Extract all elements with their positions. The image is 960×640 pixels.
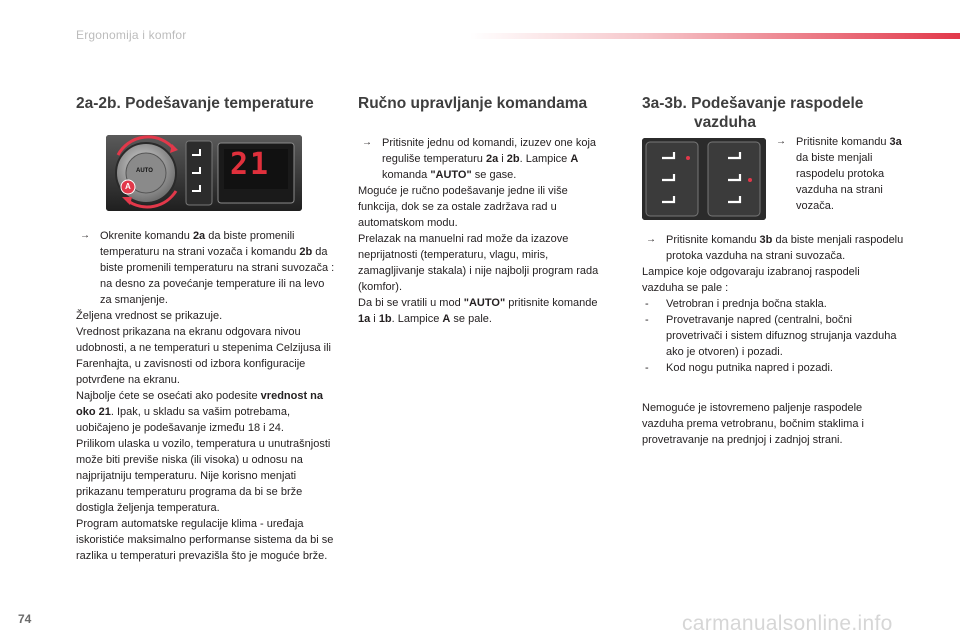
temperature-display: 21 [230, 147, 271, 182]
section-title-temperature: 2a-2b. Podešavanje temperature [76, 95, 314, 112]
instruction-bullet: → Pritisnite jednu od komandi, izuzev one koja reguliše temperaturu 2a i 2b. Lampice A komanda "AUTO" se gase. [362, 137, 597, 181]
paragraph: Lampice koje odgovaraju izabranoj raspodeli vazduha se pale : [642, 266, 860, 294]
paragraph: Nemoguće je istovremeno paljenje raspodele vazduha prema vetrobranu, bočnim staklima i provetravanje na prednjoj i zadnjoj strani. [642, 402, 864, 446]
paragraph: Najbolje ćete se osećati ako podesite vrednost na oko 21. Ipak, u skladu sa vašim potrebama, uobičajeno je podešavanje između 18 i 24. [76, 390, 324, 434]
section-title-manual: Ručno upravljanje komandama [358, 95, 588, 112]
paragraph: Željena vrednost se prikazuje. [76, 310, 223, 322]
bullet-arrow-icon: → [776, 136, 786, 147]
distribution-panel-image [642, 138, 766, 220]
paragraph: Vrednost prikazana na ekranu odgovara nivou udobnosti, a ne temperaturi u stepenima Celzijusa ili Farenhajta, u zavisnosti od izbora konfiguracije potvrđene na ekranu. [76, 326, 331, 386]
column-manual [358, 94, 602, 327]
column-distribution [642, 94, 904, 448]
column-temperature [76, 94, 338, 564]
list-item: - Kod nogu putnika napred i pozadi. [645, 362, 833, 374]
list-item: - Provetravanje napred (centralni, bočni provetrivači i sistem difuznog strujanja vazduha ako je otvoren) i pozadi. [645, 314, 897, 358]
paragraph: Moguće je ručno podešavanje jedne ili više funkcija, dok se za ostale zadržava rad u automatskom modu. [358, 185, 568, 229]
list-item: - Vetrobran i prednja bočna stakla. [645, 298, 827, 310]
instruction-bullet: → Okrenite komandu 2a da biste promenili temperaturu na strani vozača i komandu 2b da biste promenili temperaturu na strani suvozača : na desno za povećanje temperature ili na levo za smanjenje. [80, 230, 335, 306]
temperature-panel-image [106, 135, 302, 211]
watermark: carmanualsonline.info [682, 612, 893, 635]
marker-a: A [125, 182, 131, 191]
air-distribution-buttons-illustration [642, 138, 766, 220]
instruction-bullet: → Pritisnite komandu 3b da biste menjali raspodelu protoka vazduha na strani suvozača. [646, 234, 904, 262]
paragraph: Prelazak na manuelni rad može da izazove neprijatnosti (temperaturu, vlagu, miris, zamagljivanje stakala) i nije najbolji program rada (komfor). [358, 233, 599, 293]
section-header: Ergonomija i komfor [76, 28, 187, 42]
auto-button-label: AUTO [136, 168, 153, 174]
bullet-arrow-icon: → [362, 137, 372, 148]
paragraph: Prilikom ulaska u vozilo, temperatura u unutrašnjosti može biti previše niska (ili visoka) u odnosu na najprijatniju temperaturu. Nije korisno menjati prikazanu temperaturu programa da bi se brže dostigla željenja temperatura. [76, 438, 331, 514]
section-title-distribution: 3a-3b. Podešavanje raspodele vazduha [642, 95, 864, 131]
paragraph: Program automatske regulacije klima - uređaja iskoristiće maksimalno performanse sistema da bi se razlika u temperaturi prevazišla što je moguće brže. [76, 518, 334, 562]
bullet-arrow-icon: → [80, 230, 90, 241]
page-number: 74 [18, 612, 32, 626]
instruction-bullet: → Pritisnite komandu 3a da biste menjali raspodelu protoka vazduha na strani vozača. [776, 136, 902, 212]
bullet-arrow-icon: → [646, 234, 656, 245]
header-accent-line [470, 33, 960, 39]
paragraph: Da bi se vratili u mod "AUTO" pritisnite komande 1a i 1b. Lampice A se pale. [358, 297, 598, 325]
